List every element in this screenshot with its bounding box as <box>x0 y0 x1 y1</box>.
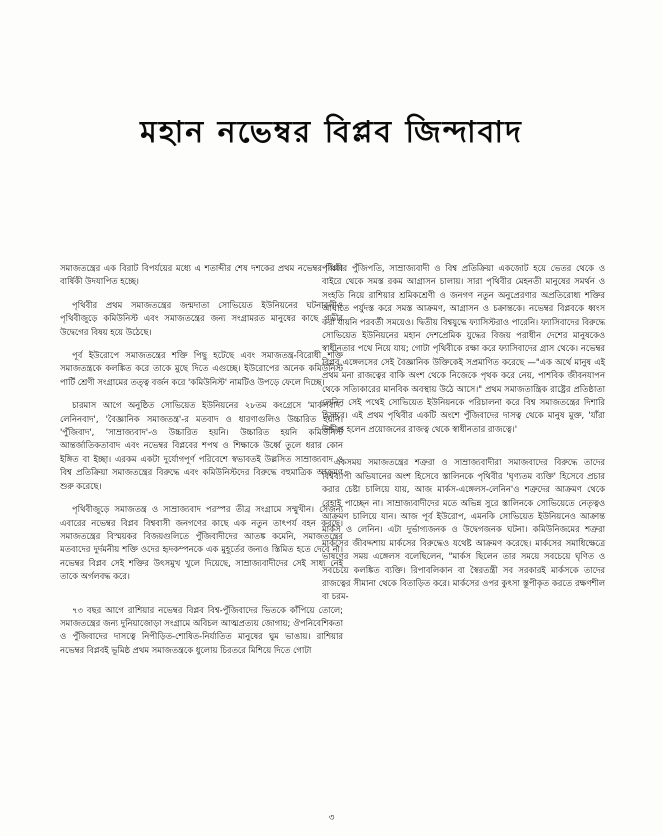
left-paragraph-2: পৃথিবীর প্রথম সমাজতন্ত্রের জন্মদাতা সোভিয়েত ইউনিয়নের ঘটনাবলীও পৃথিবীজুড়ে কমিউনিস্ট এবং সমাজতন্ত্রের জন্য সংগ্রামরত মানুষের কাছে গভীর উদ্বেগের বিষয় হয়ে উঠেছে। <box>60 299 343 337</box>
left-paragraph-1: সমাজতন্ত্রের এক বিরাট বিপর্যয়ের মধ্যে এ শতাব্দীর শেষ দশকের প্রথম নভেম্বর বিপ্লব বার্ষিকী উদযাপিত হচ্ছে। <box>60 263 343 287</box>
right-paragraph-2: একসময় সমাজতন্ত্রের শত্রুরা ও সাম্রাজ্যবাদীরা সমাজবাদের বিরুদ্ধে তাদের বিশ্বব্যাপী অভিযানের অংশ হিসেবে স্তালিনকে পৃথিবীর 'ঘৃণ্যতম ব্যক্তি' হিসেবে প্রচার করার চেষ্টা চালিয়ে যায়, আজ মার্কস-এঙ্গেলস-লেনিন'ও শত্রুদের আক্রমণ থেকে রেহাই পাচ্ছেন না। সাম্রাজ্যবাদীদের মতে অভিন্ন সুরে স্তালিনকে সোভিয়েতে নেতৃত্বও আক্রমণ চালিয়ে যান। আজ পূর্ব ইউরোপ, এমনকি সোভিয়েত ইউনিয়নেও আক্রান্ত মার্কস ও লেনিন। এটা দুর্ভাগ্যজনক ও উদ্বেগজনক ঘটনা। কমিউনিজমের শত্রুরা মার্কসের জীবদ্দশায় মার্কসের বিরুদ্ধেও যথেষ্ট আক্রমণ করেছে। মার্কসের সমাধিক্ষেত্রে ভাষণের সময় এঙ্গেলস বলেছিলেন, "মার্কস ছিলেন তার সময়ে সবচেয়ে ঘৃণিত ও সবচেয়ে কলঙ্কিত ব্যক্তি। রিপাবলিকান বা স্বৈরতন্ত্রী সব সরকারই মার্কসকে তাদের রাজত্বের সীমানা থেকে বিতাড়িত করে। মার্কসের ওপর কুৎসা স্তূপীকৃত করতে রক্ষণশীল বা চরম- <box>322 457 605 602</box>
left-column <box>60 262 343 659</box>
right-column <box>322 262 605 606</box>
left-paragraph-6: ৭৩ বছর আগে রাশিয়ার নভেম্বর বিপ্লব বিশ্ব-পুঁজিবাদের ভিতকে কাঁপিয়ে তোলে; সমাজতন্ত্রের জন্য দুনিয়াজোড়া সংগ্রামে অবিচল আত্মপ্রত্যয় জোগায়; ঔপনিবেশিকতা ও পুঁজিবাদের দাসত্বে নিপীড়িত-শোষিত-নির্যাতিত মানুষের ঘুম ভাঙায়। রাশিয়ার নভেম্বর বিপ্লবই ভূমিষ্ঠ প্রথম সমাজতন্ত্রকে ধুলোয় চিরতরে মিশিয়ে দিতে গোটা <box>60 604 343 655</box>
left-paragraph-3: পূর্ব ইউরোপে সমাজতন্ত্রের শক্তি পিছু হটেছে এবং সমাজতন্ত্র-বিরোধী শক্তি সমাজতন্ত্রকে কলঙ্কিত করে তাকে মুছে দিতে এগুচ্ছে। ইউরোপের অনেক কমিউনিস্ট পার্টি শ্রেণী সংগ্রামের তত্ত্ব বর্জন করে 'কমিউনিস্ট' নামটিও উপড়ে ফেলে দিচ্ছে। <box>60 350 343 387</box>
left-paragraph-4: চারমাস আগে অনুষ্ঠিত সোভিয়েত ইউনিয়নের ২৮তম কংগ্রেসে 'মার্কসবাদ-লেনিনবাদ', 'বৈজ্ঞানিক সমাজতন্ত্র'-র মতবাদ ও ধারণাগুলিও উচ্চারিত হয়নি। 'পুঁজিবাদ', 'সাম্রাজ্যবাদ'-ও উচ্চারিত হয়নি। উচ্চারিত হয়নি কমিউনিস্ট আন্তর্জাতিকতাবাদ এবং নভেম্বর বিপ্লবের শপথ ও শিক্ষাকে উর্ধ্বে তুলে ধরার কোন ইঙ্গিত বা ইচ্ছা। এরকম একটা দুর্যোগপূর্ণ পরিবেশে স্বভাবতই উল্লসিত সাম্রাজ্যবাদ ও বিশ্ব প্রতিক্রিয়া সমাজতন্ত্রের বিরুদ্ধে এবং কমিউনিস্টদের বিরুদ্ধে বহুমাত্রিক আক্রমণ শুরু করেছে। <box>60 400 343 491</box>
right-paragraph-1: পৃথিবীর পুঁজিপতি, সাম্রাজ্যবাদী ও বিশ্ব প্রতিক্রিয়া একজোট হয়ে ভেতর থেকে ও বাইরে থেকে সমস্ত রকম আগ্রাসন চালায়। সারা পৃথিবীর মেহনতী মানুষের সমর্থন ও সংহতি নিয়ে রাশিয়ার শ্রমিকশ্রেণী ও জনগণ নতুন অনুপ্রেরণার অপ্রতিরোধ্য শক্তির আঘাতে পর্যুদস্ত করে সমস্ত আক্রমণ, আগ্রাসন ও চক্রান্তকে। নভেম্বর বিপ্লবকে ধ্বংস করা যায়নি পরবর্তী সময়েও। দ্বিতীয় বিশ্বযুদ্ধে ফ্যাসিস্টরাও পারেনি। ফ্যাসিবাদের বিরুদ্ধে সোভিয়েত ইউনিয়নের মহান দেশপ্রেমিক যুদ্ধের বিজয় পরাধীন দেশের মানুষকেও স্বাধীনতার পথে নিয়ে যায়; গোটা পৃথিবীকে রক্ষা করে ফ্যাসিবাদের গ্রাস থেকে। নভেম্বর বিপ্লব এঙ্গেলসের সেই বৈজ্ঞানিক উক্তিকেই সপ্রমাণিত করেছে —"এক অর্থে মানুষ এই প্রথম মনা রাজত্বের বাকি অংশ থেকে নিজেকে পৃথক করে নেয়, পাশবিক জীবনযাপন থেকে সত্যিকারের মানবিক অবস্থায় উঠে আসে।" প্রথম সমাজতান্ত্রিক রাষ্ট্রের প্রতিষ্ঠাতা লেনিন সেই পথেই সোভিয়েত ইউনিয়নকে পরিচালনা করে বিশ্ব সমাজতন্ত্রের দিশারি হিসাবে। এই প্রথম পৃথিবীর একটি অংশে পুঁজিবাদের দাসত্ব থেকে মানুষ মুক্ত, 'যাঁরা উদ্দীপ্ত হলেন প্রয়োজনের রাজত্ব থেকে স্বাধীনতার রাজত্বে।' <box>322 263 605 434</box>
left-paragraph-5: পৃথিবীজুড়ে সমাজতন্ত্র ও সাম্রাজ্যবাদ পরস্পর তীব্র সংগ্রামে সম্মুখীন। সেজন্য এবারের নভেম্বর বিপ্লব বিশ্ববাসী জনগণের কাছে এক নতুন তাৎপর্য বহন করছে। সমাজতন্ত্রের বিস্ময়কর বিজয়গুলিতে পুঁজিবাদীদের আতঙ্ক কমেনি, সমাজতন্ত্রের মতবাদের দুর্দমনীয় শক্তি ওদের হৃদকম্পনকে এক মুহূর্তের জন্যও স্তিমিত হতে দেবে না। নভেম্বর বিপ্লব সেই শক্তির উৎসমুখ খুলে দিয়েছে, সাম্রাজ্যবাদীদের সেই সাধ্য নেই তাকে অর্গলবদ্ধ করে। <box>60 504 343 582</box>
page-number: ৩ <box>328 813 335 823</box>
page-title: মহান নভেম্বর বিপ্লব জিন্দাবাদ <box>140 115 523 150</box>
